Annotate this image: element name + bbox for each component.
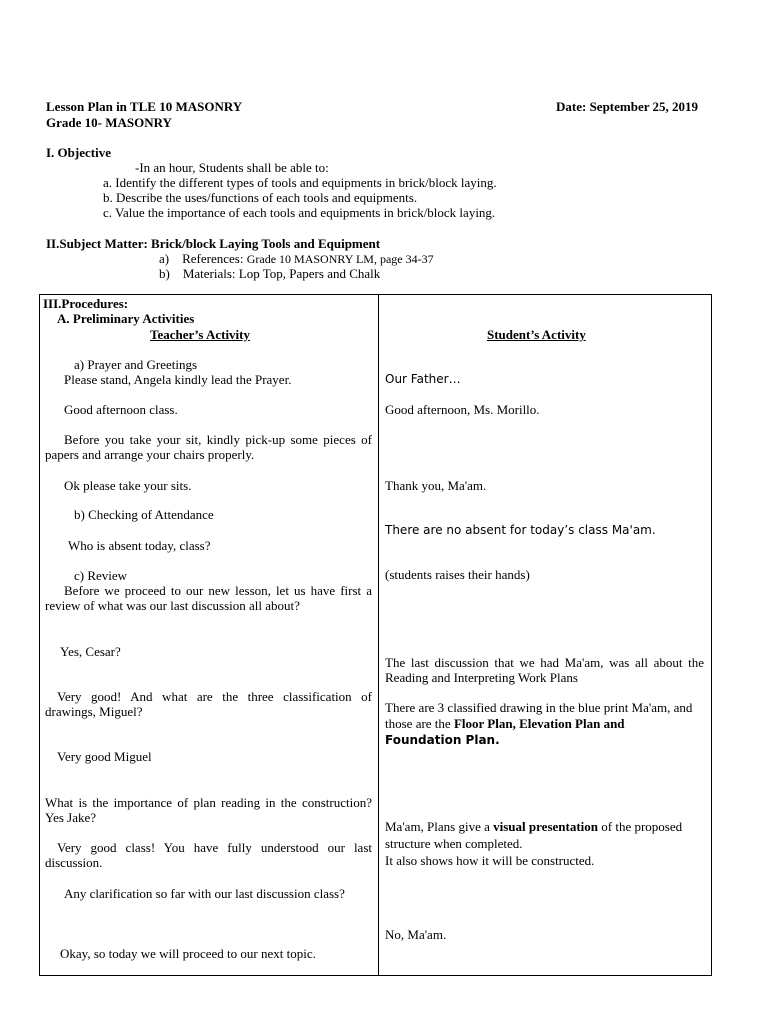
student-drawings-intro: There are 3 classified drawing in the blue print Ma'am, and those are the bbox=[385, 700, 693, 731]
teacher-very-good-miguel: Very good Miguel bbox=[57, 749, 152, 764]
teacher-greeting: Good afternoon class. bbox=[64, 402, 178, 417]
objective-intro: -In an hour, Students shall be able to: bbox=[135, 160, 329, 175]
teacher-absent-question: Who is absent today, class? bbox=[68, 538, 211, 553]
objective-item: c. Value the importance of each tools and equipments in brick/block laying. bbox=[103, 205, 496, 220]
student-plans-bold: visual presentation bbox=[493, 819, 598, 834]
procedures-table bbox=[39, 294, 712, 976]
student-drawings-foundation: Foundation Plan. bbox=[385, 733, 500, 747]
lesson-date: Date: September 25, 2019 bbox=[556, 99, 699, 114]
teacher-next-topic: Okay, so today we will proceed to our next topic. bbox=[60, 946, 316, 961]
references-label: References: bbox=[182, 251, 247, 266]
teacher-yes-cesar: Yes, Cesar? bbox=[60, 644, 121, 659]
student-no-maam: No, Ma'am. bbox=[385, 927, 447, 942]
student-last-discussion: The last discussion that we had Ma'am, was all about the Reading and Interpreting Work Plans bbox=[385, 655, 704, 685]
student-plans-line2: It also shows how it will be constructed. bbox=[385, 853, 595, 868]
preliminary-activities-heading: A. Preliminary Activities bbox=[57, 311, 195, 326]
teacher-understood: Very good class! You have fully understood our last discussion. bbox=[45, 840, 372, 870]
objective-item: a. Identify the different types of tools and equipments in brick/block laying. bbox=[103, 175, 497, 190]
procedures-heading: III.Procedures: bbox=[43, 296, 129, 311]
objective-item: b. Describe the uses/functions of each tools and equipments. bbox=[103, 190, 418, 205]
materials-marker: b) bbox=[159, 266, 170, 281]
teacher-activity-header: Teacher’s Activity bbox=[150, 327, 251, 342]
prayer-line: Please stand, Angela kindly lead the Prayer. bbox=[64, 372, 292, 387]
references-value: Grade 10 MASONRY LM, page 34-37 bbox=[246, 252, 434, 266]
teacher-review-question: Before we proceed to our new lesson, let us have first a review of what was our last discussion all about? bbox=[45, 583, 372, 613]
lesson-title: Lesson Plan in TLE 10 MASONRY bbox=[46, 99, 243, 114]
student-activity-header: Student’s Activity bbox=[487, 327, 586, 342]
student-plans-answer bbox=[385, 818, 704, 852]
student-drawings-answer bbox=[385, 700, 704, 748]
teacher-importance-question: What is the importance of plan reading in the construction? Yes Jake? bbox=[45, 795, 372, 825]
materials-text: Materials: Lop Top, Papers and Chalk bbox=[182, 266, 381, 281]
teacher-before-sit: Before you take your sit, kindly pick-up some pieces of papers and arrange your chairs properly. bbox=[45, 432, 372, 462]
objective-heading: I. Objective bbox=[46, 145, 111, 160]
table-column-divider bbox=[378, 294, 379, 976]
student-our-father: Our Father… bbox=[385, 372, 461, 386]
materials-line bbox=[159, 266, 380, 281]
references-line bbox=[159, 251, 434, 267]
prayer-heading: a) Prayer and Greetings bbox=[74, 357, 198, 372]
teacher-classification-question: Very good! And what are the three classification of drawings, Miguel? bbox=[45, 689, 372, 719]
grade-label: Grade 10- MASONRY bbox=[46, 115, 172, 130]
references-marker: a) bbox=[159, 251, 170, 266]
review-heading: c) Review bbox=[74, 568, 128, 583]
student-greeting-reply: Good afternoon, Ms. Morillo. bbox=[385, 402, 540, 417]
attendance-heading: b) Checking of Attendance bbox=[74, 507, 214, 522]
student-plans-post: of the proposed structure when completed. bbox=[385, 819, 683, 851]
subject-matter-heading: II.Subject Matter: Brick/block Laying Tools and Equipment bbox=[46, 236, 381, 251]
student-drawings-bold: Floor Plan, Elevation Plan and bbox=[453, 716, 625, 731]
teacher-clarification-question: Any clarification so far with our last discussion class? bbox=[64, 886, 345, 901]
teacher-take-sits: Ok please take your sits. bbox=[64, 478, 192, 493]
student-raise-hands: (students raises their hands) bbox=[385, 567, 530, 582]
student-thank-you: Thank you, Ma'am. bbox=[385, 478, 487, 493]
student-plans-pre: Ma'am, Plans give a bbox=[385, 819, 494, 834]
student-no-absent: There are no absent for today’s class Ma'am. bbox=[385, 523, 656, 537]
